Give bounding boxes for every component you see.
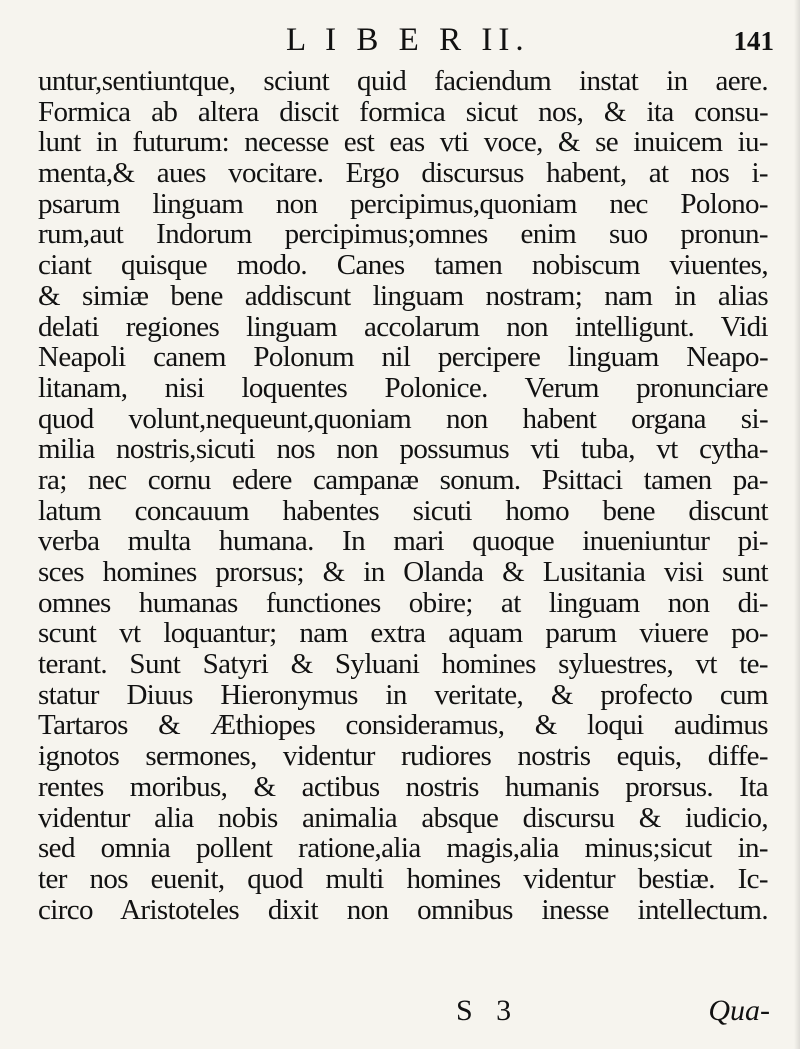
text-line: rum,aut Indorum percipimus;omnes enim suo pronun- (38, 218, 768, 251)
page-number: 141 (733, 26, 774, 56)
running-header (0, 20, 800, 64)
text-line: Formica ab altera discit formica sicut nos, & ita consu- (38, 95, 768, 128)
text-line: rentes moribus, & actibus nostris humanis prorsus. Ita (38, 770, 768, 803)
text-line: milia nostris,sicuti nos non possumus vti tuba, vt cytha- (38, 433, 768, 466)
text-line: videntur alia nobis animalia absque discursu & iudicio, (38, 801, 768, 834)
page-footer (0, 994, 800, 1034)
text-line: ciant quisque modo. Canes tamen nobiscum viuentes, (38, 249, 768, 282)
text-line: statur Diuus Hieronymus in veritate, & profecto cum (38, 678, 768, 711)
text-line: delati regiones linguam accolarum non intelligunt. Vidi (38, 310, 768, 343)
running-title: L I B E R II. (286, 22, 530, 58)
text-line: ignotos sermones, videntur rudiores nostris equis, diffe- (38, 740, 768, 773)
text-line: ra; nec cornu edere campanæ sonum. Psittaci tamen pa- (38, 463, 768, 496)
text-line: latum concauum habentes sicuti homo bene discunt (38, 494, 768, 527)
text-line: litanam, nisi loquentes Polonice. Verum pronunciare (38, 371, 768, 404)
text-line: psarum linguam non percipimus,quoniam nec Polono- (38, 187, 768, 220)
text-line: sed omnia pollent ratione,alia magis,alia minus;sicut in- (38, 832, 768, 865)
text-line: & simiæ bene addiscunt linguam nostram; nam in alias (38, 279, 768, 312)
text-line: terant. Sunt Satyri & Syluani homines syluestres, vt te- (38, 648, 768, 681)
catchword: Qua- (708, 994, 770, 1027)
text-line: circo Aristoteles dixit non omnibus inesse intellectum. (38, 893, 768, 926)
text-line: untur,sentiuntque, sciunt quid faciendum instat in aere. (38, 65, 768, 97)
text-line: lunt in futurum: necesse est eas vti voce, & se inuicem iu- (38, 126, 768, 159)
text-line: menta,& aues vocitare. Ergo discursus habent, at nos i- (38, 157, 768, 190)
body-text (38, 66, 768, 925)
text-line: ter nos euenit, quod multi homines videntur bestiæ. Ic- (38, 862, 768, 895)
text-line: omnes humanas functiones obire; at linguam non di- (38, 586, 768, 619)
text-line: Neapoli canem Polonum nil percipere linguam Neapo- (38, 341, 768, 374)
text-line: sces homines prorsus; & in Olanda & Lusitania visi sunt (38, 556, 768, 588)
text-line: scunt vt loquantur; nam extra aquam parum viuere po- (38, 617, 768, 650)
text-line: Tartaros & Æthiopes consideramus, & loqui audimus (38, 709, 768, 742)
text-line: quod volunt,nequeunt,quoniam non habent organa si- (38, 402, 768, 435)
page-edge-shadow (794, 0, 800, 1049)
signature-mark: S 3 (456, 994, 520, 1027)
text-line: verba multa humana. In mari quoque inueniuntur pi- (38, 525, 768, 558)
